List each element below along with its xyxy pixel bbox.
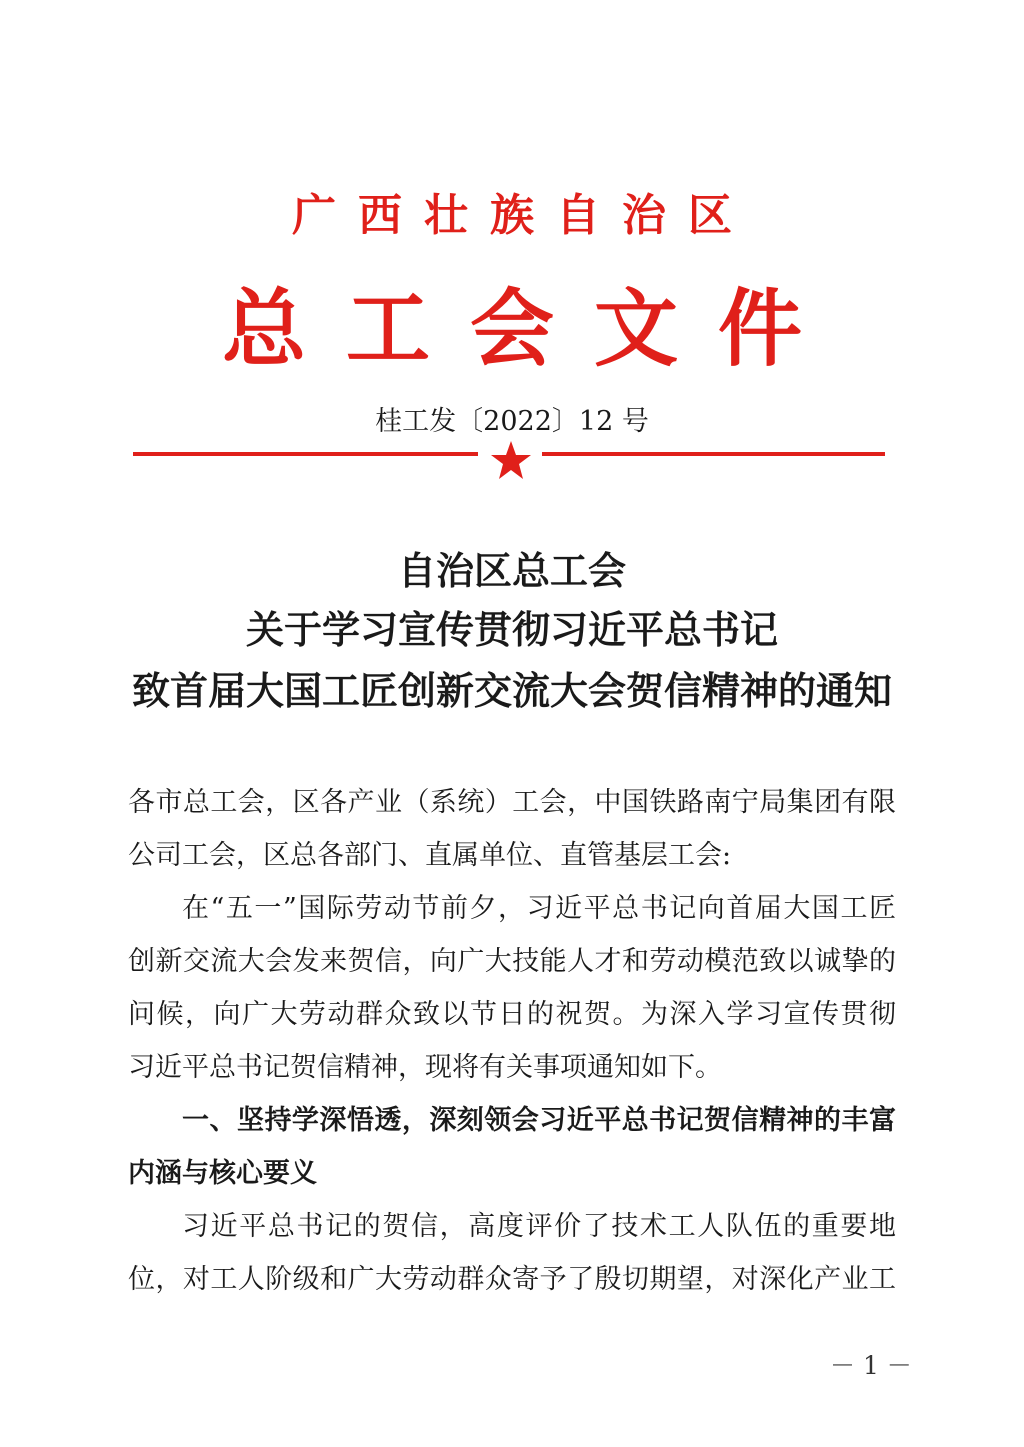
paragraph-2-line-2: 位，对工人阶级和广大劳动群众寄予了殷切期望，对深化产业工	[128, 1264, 896, 1295]
section-1-heading-line-2: 内涵与核心要义	[128, 1158, 317, 1189]
red-divider-right	[542, 452, 885, 456]
document-number: 桂工发〔2022〕12 号	[375, 406, 649, 437]
notice-title-line-3: 致首届大国工匠创新交流大会贺信精神的通知	[131, 669, 892, 713]
paragraph-1-line-2: 创新交流大会发来贺信，向广大技能人才和劳动模范致以诚挚的	[128, 946, 896, 977]
paragraph-1-line-4: 习近平总书记贺信精神，现将有关事项通知如下。	[128, 1052, 722, 1083]
paragraph-2-line-1: 习近平总书记的贺信，高度评价了技术工人队伍的重要地	[182, 1211, 896, 1242]
notice-title-line-2: 关于学习宣传贯彻习近平总书记	[245, 608, 778, 652]
section-1-heading-line-1: 一、坚持学深悟透，深刻领会习近平总书记贺信精神的丰富	[182, 1105, 896, 1136]
paragraph-1-line-1: 在“五一”国际劳动节前夕，习近平总书记向首届大国工匠	[182, 893, 896, 924]
red-divider-left	[133, 452, 478, 456]
issuer-name-line: 广西壮族自治区	[292, 190, 754, 241]
recipients-line-1: 各市总工会，区各产业（系统）工会，中国铁路南宁局集团有限	[128, 787, 896, 818]
paragraph-1-line-3: 问候，向广大劳动群众致以节日的祝贺。为深入学习宣传贯彻	[128, 999, 896, 1030]
red-star-icon	[490, 440, 532, 480]
page-number: － 1 －	[830, 1351, 912, 1380]
document-type-heading: 总工会文件	[221, 279, 842, 378]
recipients-line-2: 公司工会，区总各部门、直属单位、直管基层工会:	[128, 840, 732, 871]
notice-title-line-1: 自治区总工会	[397, 549, 626, 593]
